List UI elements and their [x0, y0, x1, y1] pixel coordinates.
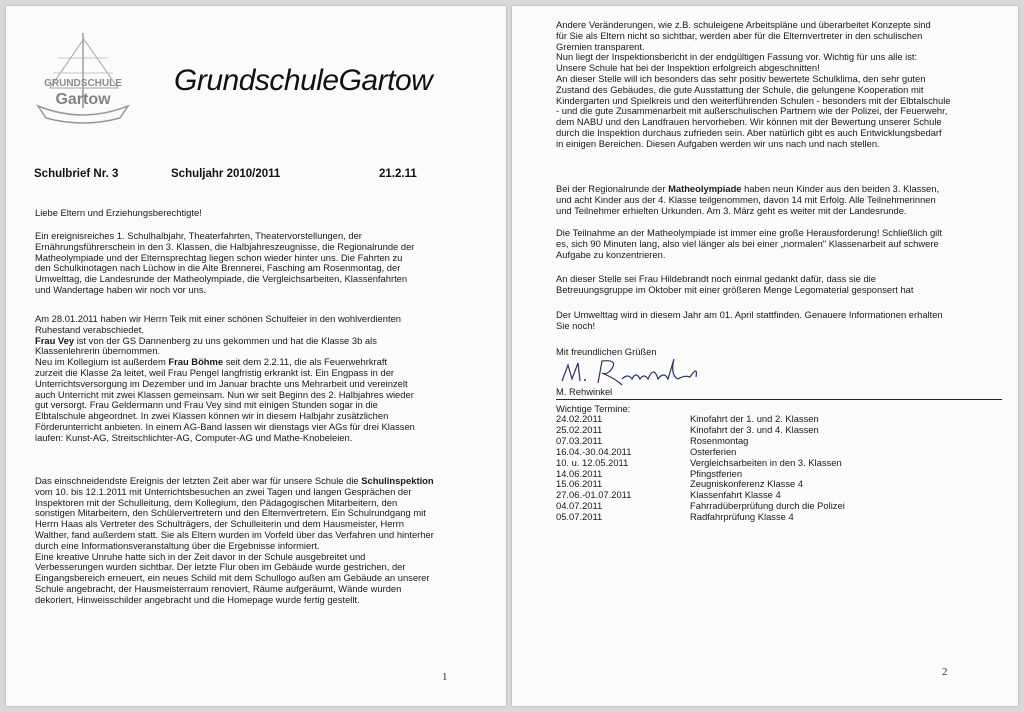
- paragraph-umwelttag: Der Umwelttag wird in diesem Jahr am 01. April stattfinden. Genauere Informationen erhalten Sie noch!: [556, 309, 943, 331]
- paragraph-challenge: Die Teilnahme an der Matheolympiade ist immer eine große Herausforderung! Schließlich gilt es, sich 90 Minuten lang, also viel länger als bei einer „normalen" Klassenarbeit auf schwere Aufgabe zu konzentrieren.: [556, 227, 942, 260]
- event-cell: Kinofahrt der 3. und 4. Klassen: [690, 423, 819, 435]
- dates-row: [556, 458, 845, 469]
- paragraph-report: Nun liegt der Inspektionsbericht in der endgültigen Fassung vor. Wichtig für uns alle ist: Unsere Schule hat bei der Inspektion erfolgreich abgeschnitten!: [556, 51, 918, 73]
- event-cell: Radfahrprüfung Klasse 4: [690, 511, 794, 523]
- page-left: [6, 6, 506, 706]
- mathe-text: haben neun Kinder aus den beiden 3. Klassen, und acht Kinder aus der 4. Klasse teilgenommen, davon 14 mit Erfolg. Alle Teilnehmerinnen und Teilnehmer erhielten Urkunden. Am 3. März geht es weiter mit der Landesrunde.: [556, 183, 940, 216]
- paragraph-matheolympiade: [556, 184, 951, 216]
- page-number-right: 2: [942, 666, 948, 678]
- event-cell: Rosenmontag: [690, 434, 749, 446]
- event-cell: Klassenfahrt Klasse 4: [690, 489, 781, 501]
- school-year: Schuljahr 2010/2011: [171, 168, 281, 180]
- event-cell: Fahrradüberprüfung durch die Polizei: [690, 500, 845, 512]
- date-cell: 07.03.2011: [556, 434, 603, 446]
- signature-name: M. Rehwinkel: [556, 386, 613, 397]
- page-number-left: 1: [442, 671, 448, 683]
- event-cell: Zeugniskonferenz Klasse 4: [690, 478, 804, 490]
- paragraph-highlights: An dieser Stelle will ich besonders das sehr positiv bewertete Schulklima, den sehr guten Zustand des Gebäudes, die gute Ausstattung der Schule, die gelungene Kooperation mit Kindergarten und Spielkreis und den weiterführenden Schulen - besonders mit der Elbtalschule - und die gute Zusammenarbeit mit außerschulischen Partnern wie der Polizei, der Feuerwehr, dem NABU und den Landfrauen hervorheben. Wir können mit der Bewertung unserer Schule durch die Inspektion durchaus zufrieden sein. Aber natürlich gibt es auch Entwicklungsbedarf in einigen Bereichen. Diesen Aufgaben werden wir uns nach und nach stellen.: [556, 73, 951, 149]
- inspection-text: vom 10. bis 12.1.2011 mit Unterrichtsbesuchen an zwei Tagen und langen Gesprächen der Inspektoren mit der Schulleitung, dem Kollegium, den Pädagogischen Mitarbeitern, den sonstigen Mitarbeitern, den Schülervertretern und den Elternvertretern. Ein Schulrundgang mit Herrn Haas als Vertreter des Schulträgers, der Schulleiterin und dem Hausmeister, Herrn Walther, fand außerdem statt. Sie als Eltern wurden im Vorfeld über das Verfahren und hinterher durch eine Informationsveranstaltung über die Ergebnisse informiert.: [35, 485, 434, 551]
- staff-farewell: Am 28.01.2011 haben wir Herrn Teik mit einer schönen Schulfeier in den wohlverdienten Ruhestand verabschiedet.: [35, 313, 402, 335]
- greeting: Liebe Eltern und Erziehungsberechtigte!: [35, 207, 202, 218]
- school-title: GrundschuleGartow: [174, 64, 433, 97]
- dates-row: [556, 447, 845, 458]
- event-cell: Kinofahrt der 1. und 2. Klassen: [690, 413, 819, 424]
- mathe-intro: Bei der Regionalrunde der: [556, 183, 669, 194]
- staff-vey-text: ist von der GS Dannenberg zu uns gekommen und hat die Klasse 3b als Klassenlehrerin übernommen.: [35, 334, 377, 357]
- school-logo: [28, 28, 138, 128]
- staff-boehme-intro: Neu im Kollegium ist außerdem: [35, 356, 169, 368]
- page-right: [512, 6, 1018, 706]
- staff-boehme-text: seit dem 2.2.11, die als Feuerwehrkraft zurzeit die Klasse 2a leitet, weil Frau Pengel langfristig erkrankt ist. Ein Engpass in der Unterrichtsversorgung im Dezember und im Januar brachte uns Mehrarbeit und vereinzelt auch Unterricht mit zwei Klassen gemeinsam. Nun wir seit Beginn des 2. Halbjahres wieder gut versorgt. Frau Geldermann und Frau Vey sind mit einigen Stunden sogar in die Elbtalschule abgeordnet. In zwei Klassen können wir in diesem Halbjahr zusätzlichen Förderunterricht anbieten. In einem AG-Band lassen wir dienstags vier AGs für drei Klassen laufen: Kunst-AG, Streitschlichter-AG, Computer-AG und Mathe-Knobeleien.: [35, 356, 415, 443]
- inspection-term: Schulinspektion: [361, 475, 434, 486]
- event-cell: Osterferien: [690, 445, 737, 457]
- date-cell: 27.06.-01.07.2011: [556, 489, 632, 501]
- inspection-improvements: Eine kreative Unruhe hatte sich in der Zeit davor in der Schule ausgebreitet und Verbesserungen wurden sichtbar. Der letzte Flur oben im Gebäude wurde gestrichen, der Eingangsbereich erneuert, ein neues Schild mit dem Schullogo außen am Gebäude an unserer Schule angebracht, der Hausmeisterraum renoviert, Räume aufgeräumt, Wände wurden dekoriert, Hinweisschilder angebracht und die Homepage wurde fertig gestellt.: [35, 550, 430, 605]
- paragraph-changes: Andere Veränderungen, wie z.B. schuleigene Arbeitspläne und überarbeitet Konzepte sind für Sie als Eltern nicht so sichtbar, werden aber für die Elternvertreter in den schulischen Gremien transparent.: [556, 19, 931, 52]
- date-cell: 10. u. 12.05.2011: [556, 456, 629, 468]
- closing: Mit freundlichen Grüßen: [556, 346, 657, 357]
- date-cell: 15.06.2011: [556, 478, 603, 490]
- paragraph-staff: [35, 314, 415, 444]
- paragraph-events: Ein ereignisreiches 1. Schulhalbjahr, Theaterfahrten, Theatervorstellungen, der Ernährungsführerschein in den 3. Klassen, die Halbjahreszeugnisse, die Regionalrunde der Matheolympiade und der Elternsprechtag liegen schon wieder hinter uns. Die Fahrten zu den Schulkinotagen nach Lüchow in die Alte Brennerei, Fasching am Rosenmontag, der Umwelttag, die Landesrunde der Matheolympiade, die Vergleichsarbeiten, Klassenfahrten und Wandertage haben wir noch vor uns.: [35, 230, 415, 295]
- brief-number: Schulbrief Nr. 3: [34, 168, 119, 180]
- event-cell: Pfingstferien: [690, 467, 743, 479]
- dates-table: [556, 414, 845, 523]
- logo-text: GRUNDSCHULE: [44, 78, 122, 89]
- date-cell: 04.07.2011: [556, 500, 603, 512]
- date-cell: 14.06.2011: [556, 467, 603, 479]
- date-cell: 16.04.-30.04.2011: [556, 445, 632, 457]
- event-cell: Vergleichsarbeiten in den 3. Klassen: [690, 456, 842, 468]
- dates-title: Wichtige Termine:: [556, 403, 631, 414]
- date-cell: 25.02.2011: [556, 423, 603, 435]
- matheolympiade-term: Matheolympiade: [668, 183, 742, 194]
- signature-divider: [556, 399, 1002, 400]
- staff-name-vey: Frau Vey: [35, 334, 75, 346]
- svg-text:Gartow: Gartow: [55, 91, 111, 108]
- date-cell: 24.02.2011: [556, 413, 603, 424]
- paragraph-inspection: [35, 476, 435, 606]
- dates-row: [556, 512, 845, 523]
- paragraph-thanks: An dieser Stelle sei Frau Hildebrandt noch einmal gedankt dafür, dass sie die Betreuungsgruppe im Oktober mit einer größeren Menge Legomaterial gesponsert hat: [556, 273, 914, 295]
- date-cell: 05.07.2011: [556, 511, 603, 523]
- letter-date: 21.2.11: [379, 168, 417, 180]
- staff-name-boehme: Frau Böhme: [168, 356, 224, 368]
- inspection-intro: Das einschneidendste Ereignis der letzten Zeit aber war für unsere Schule die: [35, 475, 362, 486]
